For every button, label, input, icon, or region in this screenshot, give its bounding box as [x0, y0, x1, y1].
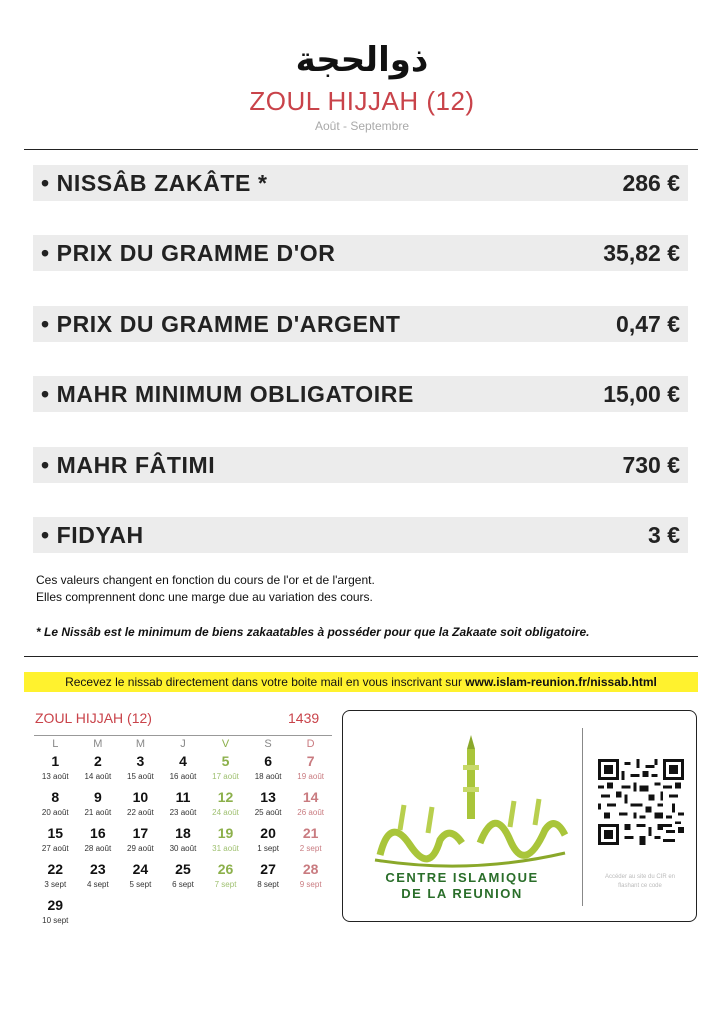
centre-logo-icon	[370, 735, 570, 870]
calendar-day-number: 26	[217, 861, 234, 877]
calendar-day-number: 16	[90, 825, 106, 841]
rate-value: 286 €	[622, 170, 680, 196]
calendar-gregorian-date: 6 sept	[172, 880, 194, 889]
calendar-gregorian-date: 17 août	[212, 772, 239, 781]
calendar-gregorian-date: 18 août	[254, 772, 282, 781]
calendar-gregorian-date: 5 sept	[129, 880, 152, 889]
calendar-gregorian-date: 28 août	[84, 844, 112, 853]
weekday-header	[34, 737, 332, 751]
rate-value: 0,47 €	[616, 311, 680, 337]
calendar-gregorian-date: 21 août	[84, 808, 112, 817]
rate-value: 3 €	[648, 522, 680, 548]
calendar-day-number: 11	[175, 789, 191, 805]
note-line-1: Ces valeurs changent en fonction du cours de l'or et de l'argent.	[36, 573, 375, 587]
calendar-day-number: 23	[90, 861, 106, 877]
calendar-day-number: 5	[221, 753, 230, 769]
weekday-label: D	[306, 738, 315, 750]
calendar-gregorian-date: 9 sept	[299, 880, 322, 889]
calendar-gregorian-date: 25 août	[254, 808, 282, 817]
calendar-gregorian-date: 1 sept	[257, 844, 279, 853]
rate-label: • PRIX DU GRAMME D'OR	[41, 240, 336, 266]
weekday-label: M	[135, 738, 145, 750]
rate-value: 15,00 €	[603, 381, 680, 407]
weekday-label: M	[93, 738, 103, 750]
calendar-day-number: 27	[260, 861, 276, 877]
calendar-day-number: 12	[217, 789, 234, 805]
calendar-week-days	[34, 859, 332, 879]
calendar-gregorian-date: 16 août	[169, 772, 197, 781]
calendar-gregorian-date: 31 août	[212, 844, 239, 853]
bottom-divider	[24, 656, 698, 657]
rate-label: • FIDYAH	[41, 522, 144, 548]
calendar-month-title: ZOUL HIJJAH (12)	[35, 710, 152, 726]
calendar-day-number: 18	[175, 825, 191, 841]
calendar-day-number: 28	[302, 861, 319, 877]
calendar-gregorian-date: 23 août	[169, 808, 197, 817]
calendar-day-number: 19	[217, 825, 234, 841]
calendar-day-number: 6	[264, 753, 272, 769]
arabic-month-title: ذوالحجة	[295, 40, 429, 80]
calendar-week-dates	[34, 843, 332, 859]
weekday-label: V	[221, 738, 230, 750]
month-title: ZOUL HIJJAH (12)	[249, 86, 475, 116]
rate-label: • MAHR FÂTIMI	[41, 452, 216, 478]
calendar-day-number: 21	[302, 825, 319, 841]
calendar-week-dates	[34, 771, 332, 787]
calendar-day-number: 13	[260, 789, 276, 805]
calendar-gregorian-date: 7 sept	[214, 880, 237, 889]
calendar-gregorian-date: 15 août	[127, 772, 154, 781]
calendar-gregorian-date: 14 août	[84, 772, 112, 781]
weekday-label: L	[52, 738, 59, 750]
calendar-day-number: 15	[47, 825, 64, 841]
calendar-day-number: 2	[93, 753, 102, 769]
calendar-gregorian-date: 10 sept	[42, 916, 69, 925]
month-subtitle: Août - Septembre	[314, 119, 410, 133]
rate-row-fidyah	[33, 517, 688, 553]
calendar-gregorian-date: 29 août	[127, 844, 154, 853]
note-line-2: Elles comprennent donc une marge due au variation des cours.	[36, 590, 373, 604]
newsletter-banner	[24, 672, 698, 692]
calendar-day-number: 25	[175, 861, 191, 877]
calendar-day-number: 17	[132, 825, 149, 841]
calendar-day-number: 22	[47, 861, 64, 877]
calendar-divider	[34, 735, 332, 736]
calendar-gregorian-date: 26 août	[297, 808, 324, 817]
calendar-gregorian-date: 8 sept	[257, 880, 279, 889]
calendar-week-days	[34, 787, 332, 807]
calendar-week-dates	[34, 879, 332, 895]
calendar-day-number: 7	[306, 753, 315, 769]
calendar-day-number: 8	[51, 789, 60, 805]
calendar-day-number: 3	[136, 753, 145, 769]
rate-value: 730 €	[622, 452, 680, 478]
top-divider	[24, 149, 698, 150]
calendar-grid	[34, 737, 332, 931]
rate-row-silver	[33, 306, 688, 342]
rate-row-mahr-fatimi	[33, 447, 688, 483]
calendar-year: 1439	[288, 710, 320, 726]
rate-row-nissab	[33, 165, 688, 201]
calendar-day-number: 20	[260, 825, 276, 841]
weekday-label: J	[180, 738, 186, 750]
calendar-gregorian-date: 3 sept	[44, 880, 67, 889]
calendar-day-number: 10	[132, 789, 149, 805]
rate-row-gold	[33, 235, 688, 271]
calendar-day-number: 1	[51, 753, 60, 769]
calendar-gregorian-date: 19 août	[297, 772, 324, 781]
calendar-gregorian-date: 20 août	[41, 808, 69, 817]
calendar-week-days	[34, 895, 332, 915]
promo-divider	[582, 728, 583, 906]
rate-label: • PRIX DU GRAMME D'ARGENT	[41, 311, 401, 337]
calendar-gregorian-date: 4 sept	[86, 880, 109, 889]
calendar-gregorian-date: 30 août	[169, 844, 197, 853]
calendar-day-number: 24	[132, 861, 149, 877]
rate-label: • NISSÂB ZAKÂTE *	[41, 170, 268, 196]
calendar-day-number: 14	[302, 789, 319, 805]
banner-text: Recevez le nissab directement dans votre boite mail en vous inscrivant sur	[65, 675, 466, 689]
calendar-week-days	[34, 751, 332, 771]
rate-row-mahr-minimum	[33, 376, 688, 412]
weekday-label: S	[264, 738, 272, 750]
calendar-gregorian-date: 27 août	[41, 844, 69, 853]
nissab-footnote: * Le Nissâb est le minimum de biens zakaatables à posséder pour que la Zakaate soit obligatoire.	[36, 625, 590, 639]
rate-value: 35,82 €	[603, 240, 680, 266]
calendar-day-number: 29	[47, 897, 64, 913]
calendar-day-number: 9	[93, 789, 102, 805]
calendar-gregorian-date: 2 sept	[299, 844, 322, 853]
calendar-gregorian-date: 13 août	[41, 772, 69, 781]
calendar-week-dates	[34, 807, 332, 823]
calendar-gregorian-date: 24 août	[212, 808, 239, 817]
calendar-week-dates	[34, 915, 332, 931]
calendar-day-number: 4	[179, 753, 187, 769]
calendar-weeks	[34, 751, 332, 931]
nissab-link[interactable]: www.islam-reunion.fr/nissab.html	[465, 675, 657, 689]
rate-label: • MAHR MINIMUM OBLIGATOIRE	[41, 381, 414, 407]
logo-line-2: DE LA REUNION	[401, 886, 523, 901]
logo-line-1: CENTRE ISLAMIQUE	[385, 870, 539, 885]
qr-code-icon[interactable]	[598, 759, 684, 845]
calendar-gregorian-date: 22 août	[127, 808, 154, 817]
calendar-week-days	[34, 823, 332, 843]
qr-caption: Accéder au site du CIR en flashant ce code	[604, 874, 676, 889]
